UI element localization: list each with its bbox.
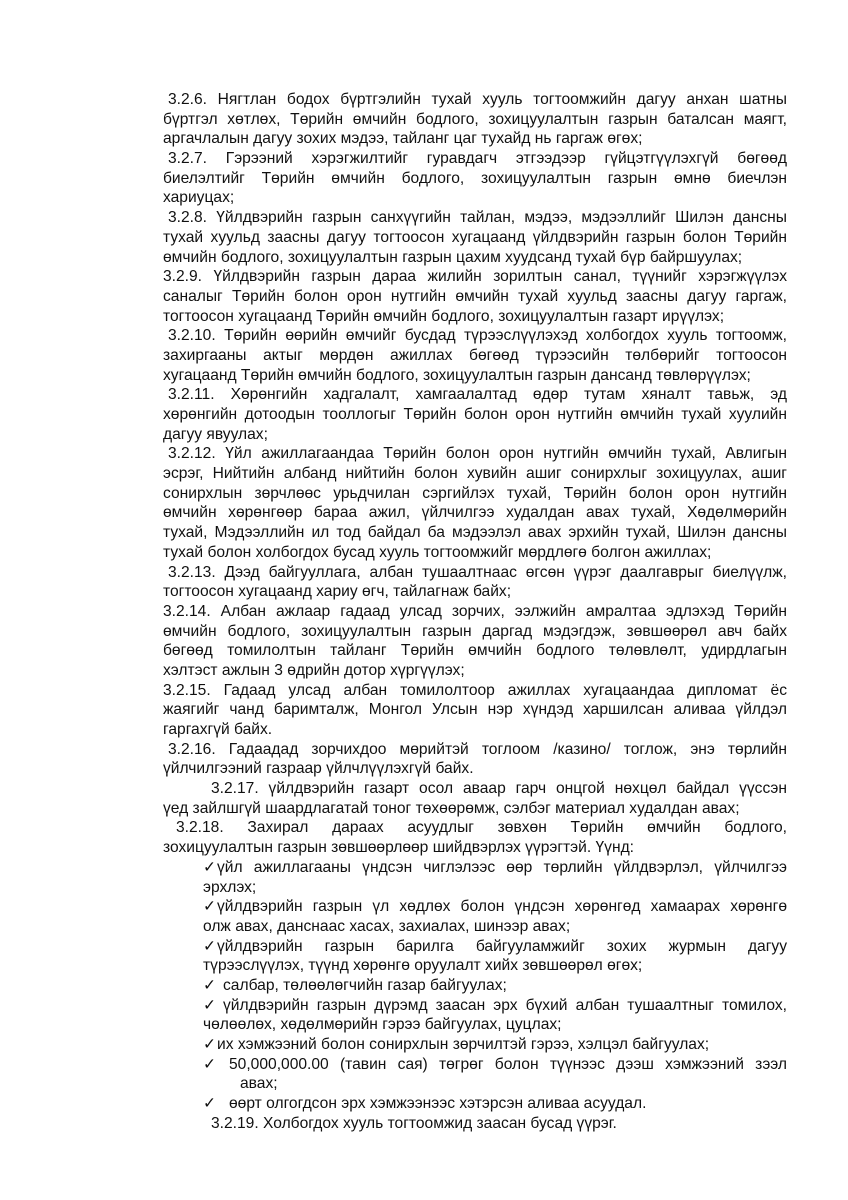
- checklist-item-text: үйл ажиллагааны үндсэн чиглэлээс өөр төрлийн үйлдвэрлэл, үйлчилгээ: [217, 858, 787, 876]
- checkmark-icon: ✓: [203, 1055, 217, 1073]
- clause-3-2-19: 3.2.19. Холбогдох хууль тогтоомжид заасан бусад үүрэг.: [211, 1114, 617, 1132]
- clause-3-2-14-line-2: өмчийн бодлого, зохицуулалтын газрын даргад мэдэгдэж, зөвшөөрөл авч байх: [163, 622, 787, 640]
- checklist-item-line: [163, 976, 787, 996]
- clause-3-2-10-line-1: 3.2.10. Төрийн өөрийн өмчийг бусдад түрээслүүлэхэд холбогдох хууль тогтоомж,: [168, 327, 787, 345]
- clause-3-2-15-line-3: гаргахгүй байх.: [163, 721, 273, 738]
- clause-3-2-17-line-2: үед зайлшгүй шаардлагатай тоног төхөөрөмж, сэлбэг материал худалдан авах;: [163, 799, 740, 817]
- clause-3-2-9-line-2: саналыг Төрийн болон орон нутгийн өмчийн тухай хуульд заасны дагуу гаргаж,: [163, 287, 787, 305]
- checklist-item-text: 50,000,000.00 (тавин сая) төгрөг болон түүнээс дээш хэмжээний зээл: [229, 1055, 787, 1073]
- checklist-item-line: [163, 1035, 787, 1055]
- clause-3-2-13-line-1: 3.2.13. Дээд байгууллага, албан тушаалтнаас өгсөн үүрэг даалгаврыг биелүүлж,: [168, 563, 787, 581]
- clause-3-2-16-line-1: 3.2.16. Гадаадад зорчихдоо мөрийтэй тоглоом /казино/ тоглож, энэ төрлийн: [168, 740, 787, 758]
- clause-3-2-6-line-3: аргачлалын дагуу зохих мэдээ, тайланг цаг тухайд нь гаргаж өгөх;: [163, 130, 643, 148]
- clause-3-2-12-line-3: сонирхлын зөрчлөөс урьдчилан сэргийлэх тухай, Төрийн болон орон нутгийн: [163, 484, 787, 502]
- checkmark-icon: ✓: [203, 1095, 217, 1113]
- checkmark-icon: ✓: [203, 858, 217, 876]
- clause-3-2-12-line-6: тухай болон холбогдох бусад хууль тогтоомжийг мөрдлөгө болгон ажиллах;: [163, 543, 712, 561]
- clause-3-2-7-line-1: 3.2.7. Гэрээний хэрэгжилтийг гуравдагч этгээдээр гүйцэтгүүлэхгүй бөгөөд: [168, 150, 787, 168]
- clause-3-2-6-line-2: бүртгэл хөтлөх, Төрийн өмчийн бодлого, зохицуулалтын газрын баталсан маягт,: [163, 110, 787, 128]
- clause-3-2-13-line-2: тогтоосон хугацаанд хариу өгч, тайлагнаж байх;: [163, 583, 512, 601]
- checklist-item-text: үйлдвэрийн газрын дүрэмд заасан эрх бүхий албан тушаалтныг томилох,: [223, 996, 787, 1014]
- checklist-item-line: [163, 1094, 787, 1114]
- checklist-item-text: үйлдвэрийн газрын барилга байгууламжийг зохих журмын дагуу: [217, 937, 787, 955]
- clause-3-2-18-line-1: 3.2.18. Захирал дараах асуудлыг зөвхөн Төрийн өмчийн бодлого,: [176, 819, 787, 837]
- clause-3-2-15-line-1: 3.2.15. Гадаад улсад албан томилолтоор ажиллах хугацаандаа дипломат ёс: [163, 681, 787, 699]
- clause-3-2-9-line-1: 3.2.9. Үйлдвэрийн газрын дараа жилийн зорилтын санал, түүнийг хэрэгжүүлэх: [163, 268, 787, 286]
- clause-3-2-8-line-1: 3.2.8. Үйлдвэрийн газрын санхүүгийн тайлан, мэдээ, мэдээллийг Шилэн дансны: [168, 209, 787, 227]
- clause-3-2-7-line-2: биелэлтийг Төрийн өмчийн бодлого, зохицуулалтын газрын өмнө биечлэн: [163, 169, 787, 187]
- clause-3-2-10-line-2: захиргааны актыг мөрдөн ажиллах бөгөөд түрээсийн төлбөрийг тогтоосон: [163, 346, 787, 364]
- clause-3-2-16-line-2: үйлчилгээний газраар үйлчлүүлэхгүй байх.: [163, 760, 474, 778]
- clause-3-2-11-line-2: хөрөнгийн дотоодын тооллогыг Төрийн болон орон нутгийн өмчийн тухай хуулийн: [163, 406, 787, 423]
- clause-3-2-15-line-2: жаягийг чанд баримталж, Монгол Улсын нэр хүндэд харшилсан аливаа үйлдэл: [163, 701, 787, 719]
- document-body: [163, 90, 787, 1133]
- checklist-item-text: үйлдвэрийн газрын үл хөдлөх болон үндсэн хөрөнгөд хамаарах хөрөнгө: [217, 898, 787, 916]
- checklist-item-line: [163, 937, 787, 957]
- checklist-item-continuation: эрхлэх;: [203, 878, 257, 896]
- checklist-item-continuation: чөлөөлөх, хөдөлмөрийн гэрээ байгуулах, цуцлах;: [203, 1016, 562, 1034]
- clause-3-2-14-line-4: хэлтэст ажлын 3 өдрийн дотор хүргүүлэх;: [163, 661, 465, 679]
- clause-3-2-10-line-3: хугацаанд Төрийн өмчийн бодлого, зохицуулалтын газрын дансанд төвлөрүүлэх;: [163, 366, 751, 384]
- checklist-item-line: [163, 996, 787, 1016]
- checklist-item-text: салбар, төлөөлөгчийн газар байгуулах;: [223, 976, 507, 994]
- clause-3-2-11-line-1: 3.2.11. Хөрөнгийн хадгалалт, хамгаалалтад өдөр тутам хяналт тавьж, эд: [168, 386, 787, 404]
- checklist-item-text: өөрт олгогдсон эрх хэмжээнээс хэтэрсэн аливаа асуудал.: [229, 1095, 647, 1113]
- clause-3-2-12-line-1: 3.2.12. Үйл ажиллагаандаа Төрийн болон орон нутгийн өмчийн тухай, Авлигын: [168, 445, 787, 463]
- clause-3-2-14-line-3: бөгөөд томилолтын тайланг Төрийн өмчийн бодлого төлөвлөлт, удирдлагын: [163, 642, 787, 660]
- clause-3-2-7-line-3: хариуцах;: [163, 189, 235, 207]
- checklist-item-line: [163, 1055, 787, 1075]
- checklist-item-continuation: олж авах, данснаас хасах, захиалах, шинээр авах;: [203, 917, 571, 935]
- checklist: [163, 858, 787, 1114]
- checklist-item-continuation: авах;: [240, 1075, 278, 1093]
- clause-3-2-8-line-3: өмчийн бодлого, зохицуулалтын газрын цахим хуудсанд тухай бүр байршуулах;: [163, 248, 743, 266]
- clause-3-2-12-line-5: тухай, Мэдээллийн ил тод байдал ба мэдээлэл авах эрхийн тухай, Шилэн дансны: [163, 524, 787, 542]
- clause-3-2-18-line-2: зохицуулалтын газрын зөвшөөрлөөр шийдвэрлэх үүрэгтэй. Үүнд:: [163, 839, 635, 857]
- checkmark-icon: ✓: [203, 996, 217, 1014]
- checklist-item-line: [163, 858, 787, 878]
- checklist-item-continuation: түрээслүүлэх, түүнд хөрөнгө оруулалт хийх зөвшөөрөл өгөх;: [203, 957, 643, 975]
- checkmark-icon: ✓: [203, 898, 217, 916]
- clause-3-2-14-line-1: 3.2.14. Албан ажлаар гадаад улсад зорчих, ээлжийн амралтаа эдлэхэд Төрийн: [163, 602, 787, 620]
- clause-3-2-11-line-3: дагуу явуулах;: [163, 425, 268, 443]
- clause-3-2-17-line-1: 3.2.17. үйлдвэрийн газарт осол аваар гарч онцгой нөхцөл байдал үүссэн: [211, 780, 787, 798]
- clause-3-2-9-line-3: тогтоосон хугацаанд Төрийн өмчийн бодлого, зохицуулалтын газарт ирүүлэх;: [163, 307, 725, 325]
- clause-3-2-8-line-2: тухай хуульд заасны дагуу тогтоосон хугацаанд үйлдвэрийн газрын болон Төрийн: [163, 228, 787, 246]
- checkmark-icon: ✓: [203, 937, 217, 955]
- checkmark-icon: ✓: [203, 976, 217, 994]
- checklist-item-line: [163, 897, 787, 917]
- checkmark-icon: ✓: [203, 1036, 217, 1053]
- clause-3-2-12-line-2: эсрэг, Нийтийн албанд нийтийн болон хувийн ашиг сонирхлыг зохицуулах, ашиг: [163, 465, 787, 483]
- clause-3-2-6-line-1: 3.2.6. Нягтлан бодох бүртгэлийн тухай хууль тогтоомжийн дагуу анхан шатны: [168, 91, 787, 108]
- checklist-item-text: их хэмжээний болон сонирхлын зөрчилтэй гэрээ, хэлцэл байгуулах;: [217, 1036, 710, 1053]
- clause-3-2-12-line-4: өмчийн хөрөнгөөр бараа ажил, үйлчилгээ худалдан авах тухай, Хөдөлмөрийн: [163, 504, 787, 522]
